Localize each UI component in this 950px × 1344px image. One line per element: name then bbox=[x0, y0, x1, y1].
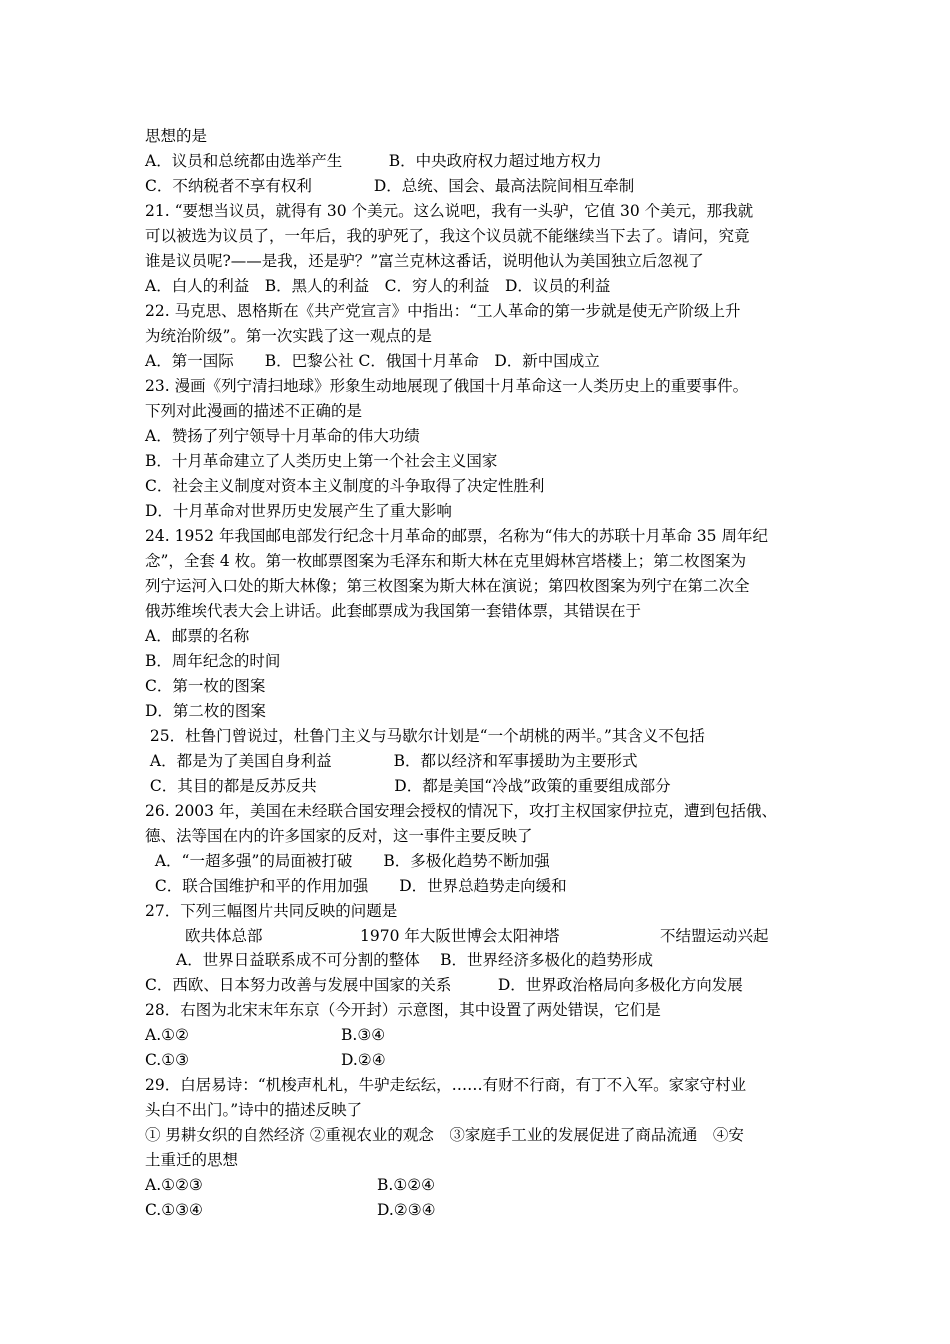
text-line: 29．白居易诗：“机梭声札札，牛驴走纭纭，……有财不行商，有丁不入军。家家守村业 bbox=[145, 1076, 747, 1094]
q27-captions bbox=[145, 924, 805, 948]
text-line: 25．杜鲁门曾说过，杜鲁门主义与马歇尔计划是“一个胡桃的两半。”其含义不包括 bbox=[145, 727, 705, 745]
text-line: 24. 1952 年我国邮电部发行纪念十月革命的邮票，名称为“伟大的苏联十月革命 35 周年纪 bbox=[145, 527, 768, 545]
text-line: D．第二枚的图案 bbox=[145, 702, 266, 720]
text-line: ① 男耕女织的自然经济 ②重视农业的观念 ③家庭手工业的发展促进了商品流通 ④安 bbox=[145, 1126, 744, 1144]
text-line: 23. 漫画《列宁清扫地球》形象生动地展现了俄国十月革命这一人类历史上的重要事件。 bbox=[145, 377, 749, 395]
text-line: C．社会主义制度对资本主义制度的斗争取得了决定性胜利 bbox=[145, 477, 545, 495]
text-line: 列宁运河入口处的斯大林像；第三枚图案为斯大林在演说；第四枚图案为列宁在第二次全 bbox=[145, 577, 750, 595]
text-line: 27．下列三幅图片共同反映的问题是 bbox=[145, 902, 398, 920]
option-d: D.②③④ bbox=[377, 1201, 436, 1219]
text-line: 俄苏维埃代表大会上讲话。此套邮票成为我国第一套错体票，其错误在于 bbox=[145, 602, 642, 620]
caption-osaka-expo: 1970 年大阪世博会太阳神塔 bbox=[360, 927, 560, 945]
option-b: B.①②④ bbox=[377, 1176, 436, 1194]
text-line: 下列对此漫画的描述不正确的是 bbox=[145, 402, 363, 420]
text-line: A．“一超多强”的局面被打破 B．多极化趋势不断加强 bbox=[145, 852, 550, 870]
text-line: C．不纳税者不享有权利 D．总统、国会、最高法院间相互牵制 bbox=[145, 177, 635, 195]
text-line: 21. “要想当议员，就得有 30 个美元。这么说吧，我有一头驴，它值 30 个美元，那我就 bbox=[145, 202, 754, 220]
text-line: 谁是议员呢?——是我，还是驴？”富兰克林这番话，说明他认为美国独立后忽视了 bbox=[145, 252, 704, 270]
text-line: B．周年纪念的时间 bbox=[145, 652, 281, 670]
text-line: C．联合国维护和平的作用加强 D．世界总趋势走向缓和 bbox=[145, 877, 567, 895]
text-line: A．邮票的名称 bbox=[145, 627, 250, 645]
text-line: C．其目的都是反苏反共 D．都是美国“冷战”政策的重要组成部分 bbox=[145, 777, 671, 795]
text-line: A．议员和总统都由选举产生 B．中央政府权力超过地方权力 bbox=[145, 152, 602, 170]
text-line: D．十月革命对世界历史发展产生了重大影响 bbox=[145, 502, 452, 520]
text-line: 念”，全套 4 枚。第一枚邮票图案为毛泽东和斯大林在克里姆林宫塔楼上；第二枚图案为 bbox=[145, 552, 747, 570]
option-c: C.①③④ bbox=[145, 1201, 203, 1219]
option-b: B.③④ bbox=[341, 1026, 386, 1044]
caption-non-aligned: 不结盟运动兴起 bbox=[660, 927, 769, 945]
text-line: 思想的是 bbox=[145, 127, 208, 145]
q29-options-row-2 bbox=[145, 1198, 545, 1222]
option-a: A.①② bbox=[145, 1026, 189, 1044]
text-line: C．西欧、日本努力改善与发展中国家的关系 D．世界政治格局向多极化方向发展 bbox=[145, 976, 743, 994]
option-a: A.①②③ bbox=[145, 1176, 203, 1194]
text-line: 为统治阶级”。第一次实践了这一观点的是 bbox=[145, 327, 432, 345]
option-c: C.①③ bbox=[145, 1051, 190, 1069]
text-line: 可以被选为议员了，一年后，我的驴死了，我这个议员就不能继续当下去了。请问，究竟 bbox=[145, 227, 750, 245]
text-line: A．都是为了美国自身利益 B．都以经济和军事援助为主要形式 bbox=[145, 752, 638, 770]
text-line: A．赞扬了列宁领导十月革命的伟大功绩 bbox=[145, 427, 420, 445]
q28-options-row-2 bbox=[145, 1048, 545, 1072]
text-line: C．第一枚的图案 bbox=[145, 677, 266, 695]
option-d: D.②④ bbox=[341, 1051, 386, 1069]
q29-options-row-1 bbox=[145, 1173, 545, 1197]
text-line: B．十月革命建立了人类历史上第一个社会主义国家 bbox=[145, 452, 498, 470]
text-line: 头白不出门。”诗中的描述反映了 bbox=[145, 1101, 363, 1119]
text-line: 德、法等国在内的许多国家的反对，这一事件主要反映了 bbox=[145, 827, 533, 845]
text-line: A．白人的利益 B．黑人的利益 C．穷人的利益 D．议员的利益 bbox=[145, 277, 611, 295]
caption-ec-headquarters: 欧共体总部 bbox=[185, 927, 263, 945]
text-line: 22. 马克思、恩格斯在《共产党宣言》中指出：“工人革命的第一步就是使无产阶级上升 bbox=[145, 302, 741, 320]
text-line: A．第一国际 B．巴黎公社 C．俄国十月革命 D．新中国成立 bbox=[145, 352, 600, 370]
q28-options-row-1 bbox=[145, 1023, 545, 1047]
text-line: 26. 2003 年，美国在未经联合国安理会授权的情况下，攻打主权国家伊拉克，遭到包括俄、 bbox=[145, 802, 777, 820]
text-line: A．世界日益联系成不可分割的整体 B．世界经济多极化的趋势形成 bbox=[145, 951, 654, 969]
text-line: 土重迁的思想 bbox=[145, 1151, 239, 1169]
text-line: 28．右图为北宋末年东京（今开封）示意图，其中设置了两处错误，它们是 bbox=[145, 1001, 661, 1019]
